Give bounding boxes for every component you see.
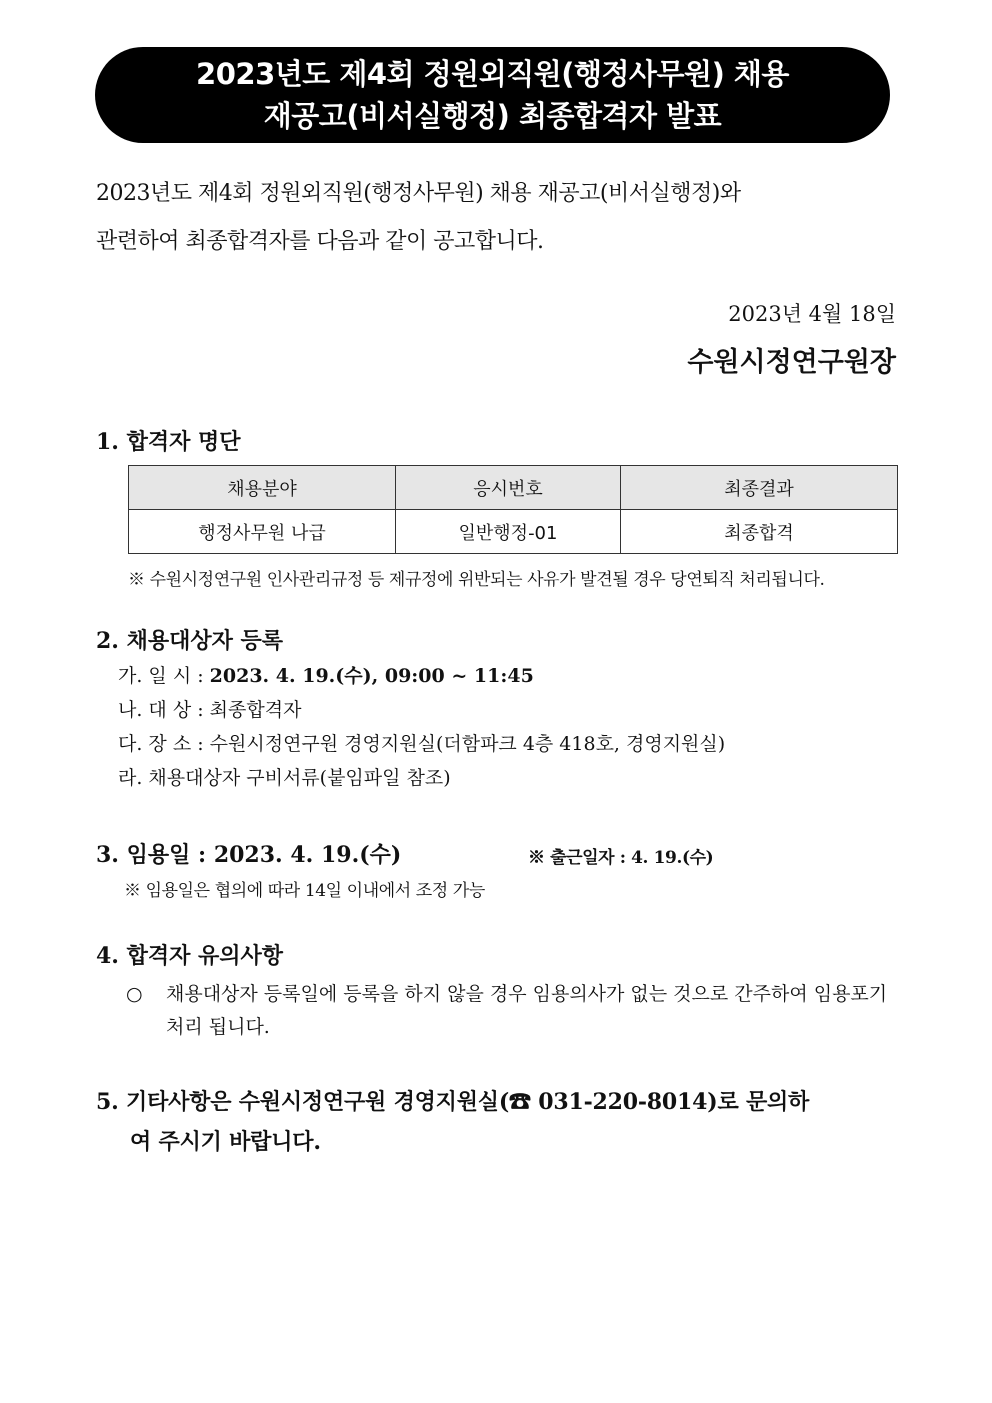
cell-result: 최종합격 [621,510,898,554]
intro-line-2: 관련하여 최종합격자를 다음과 같이 공고합니다. [96,229,544,254]
signer: 수원시정연구원장 [687,347,896,378]
section4-text: 채용대상자 등록일에 등록을 하지 않을 경우 임용의사가 없는 것으로 간주하여 임용포기처리 됩니다. [166,983,888,1038]
registration-target: 나. 대 상 : 최종합격자 [118,699,302,721]
result-table [128,465,898,554]
intro-paragraph [96,170,896,266]
section1-heading: 1. 합격자 명단 [96,429,241,455]
section2-heading: 2. 채용대상자 등록 [96,628,284,654]
cell-field: 행정사무원 나급 [129,510,396,554]
registration-documents: 라. 채용대상자 구비서류(붙임파일 참조) [118,767,451,789]
circle-bullet: ○ [126,983,143,1005]
header-result: 최종결과 [621,466,898,510]
registration-place: 다. 장 소 : 수원시정연구원 경영지원실(더함파크 4층 418호, 경영지원실) [118,733,726,755]
intro-line-1: 2023년도 제4회 정원외직원(행정사무원) 채용 재공고(비서실행정)와 [96,181,741,206]
announcement-date: 2023년 4월 18일 [728,302,896,326]
section5-line-1: 5. 기타사항은 수원시정연구원 경영지원실(☎ 031-220-8014)로 문의하 [96,1089,810,1115]
table-header-row [129,466,898,510]
cell-applicant-no: 일반행정-01 [396,510,621,554]
registration-datetime-label: 가. 일 시 : [118,665,210,687]
header-field: 채용분야 [129,466,396,510]
title-banner [95,47,890,143]
table-row [129,510,898,554]
section4-heading: 4. 합격자 유의사항 [96,943,284,969]
header-applicant-no: 응시번호 [396,466,621,510]
section4-item [126,978,896,1044]
section3-note: ※ 임용일은 협의에 따라 14일 이내에서 조정 가능 [124,881,485,901]
title-line-2: 재공고(비서실행정) 최종합격자 발표 [263,99,722,133]
registration-datetime [118,661,534,688]
section3-side-note: ※ 출근일자 : 4. 19.(수) [528,848,714,868]
section3-heading: 3. 임용일 : 2023. 4. 19.(수) [96,842,402,868]
section1-note: ※ 수원시정연구원 인사관리규정 등 제규정에 위반되는 사유가 발견될 경우 당연퇴직 처리됩니다. [128,570,825,590]
title-line-1: 2023년도 제4회 정원외직원(행정사무원) 채용 [196,57,789,91]
section5-closing [96,1082,896,1162]
registration-datetime-value: 2023. 4. 19.(수), 09:00 ~ 11:45 [209,665,534,687]
section5-line-2: 여 주시기 바랍니다. [130,1129,321,1155]
